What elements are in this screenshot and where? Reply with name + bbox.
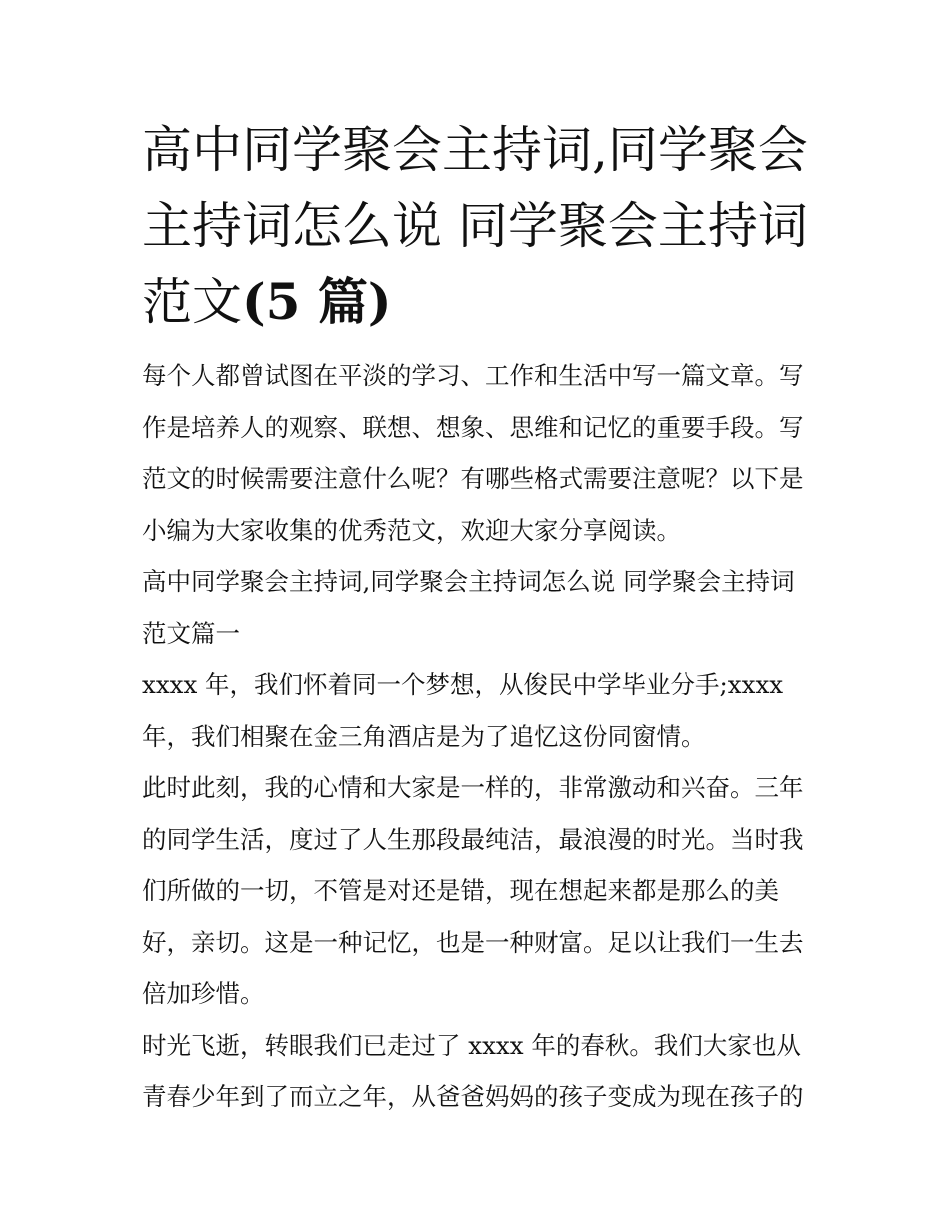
section-heading: 高中同学聚会主持词,同学聚会主持词怎么说 同学聚会主持词范文篇一 xyxy=(142,567,795,648)
document-title-suffix: (5 篇) xyxy=(242,272,392,331)
intro-paragraph: 每个人都曾试图在平淡的学习、工作和生活中写一篇文章。写作是培养人的观察、联想、想象、思维和记忆的重要手段。写范文的时候需要注意什么呢？有哪些格式需要注意呢？以下是小编为大家收集的优秀范文，欢迎大家分享阅读。 xyxy=(142,361,804,545)
document-title-main: 高中同学聚会主持词,同学聚会主持词怎么说 同学聚会主持词范文 xyxy=(142,121,808,331)
document-content xyxy=(142,112,814,1123)
document-title xyxy=(142,112,814,340)
body-paragraph: 时光飞逝，转眼我们已走过了 xxxx 年的春秋。我们大家也从青春少年到了而立之年，从爸爸妈妈的孩子变成为现在孩子的 xyxy=(142,1030,804,1111)
body-paragraph: xxxx 年，我们怀着同一个梦想，从俊民中学毕业分手;xxxx 年，我们相聚在金三角酒店是为了追忆这份同窗情。 xyxy=(142,670,784,751)
body-paragraph: 此时此刻，我的心情和大家是一样的，非常激动和兴奋。三年的同学生活，度过了人生那段最纯洁，最浪漫的时光。当时我们所做的一切，不管是对还是错，现在想起来都是那么的美好，亲切。这是一种记忆，也是一种财富。足以让我们一生去倍加珍惜。 xyxy=(142,773,804,1008)
document-body xyxy=(142,350,814,1123)
